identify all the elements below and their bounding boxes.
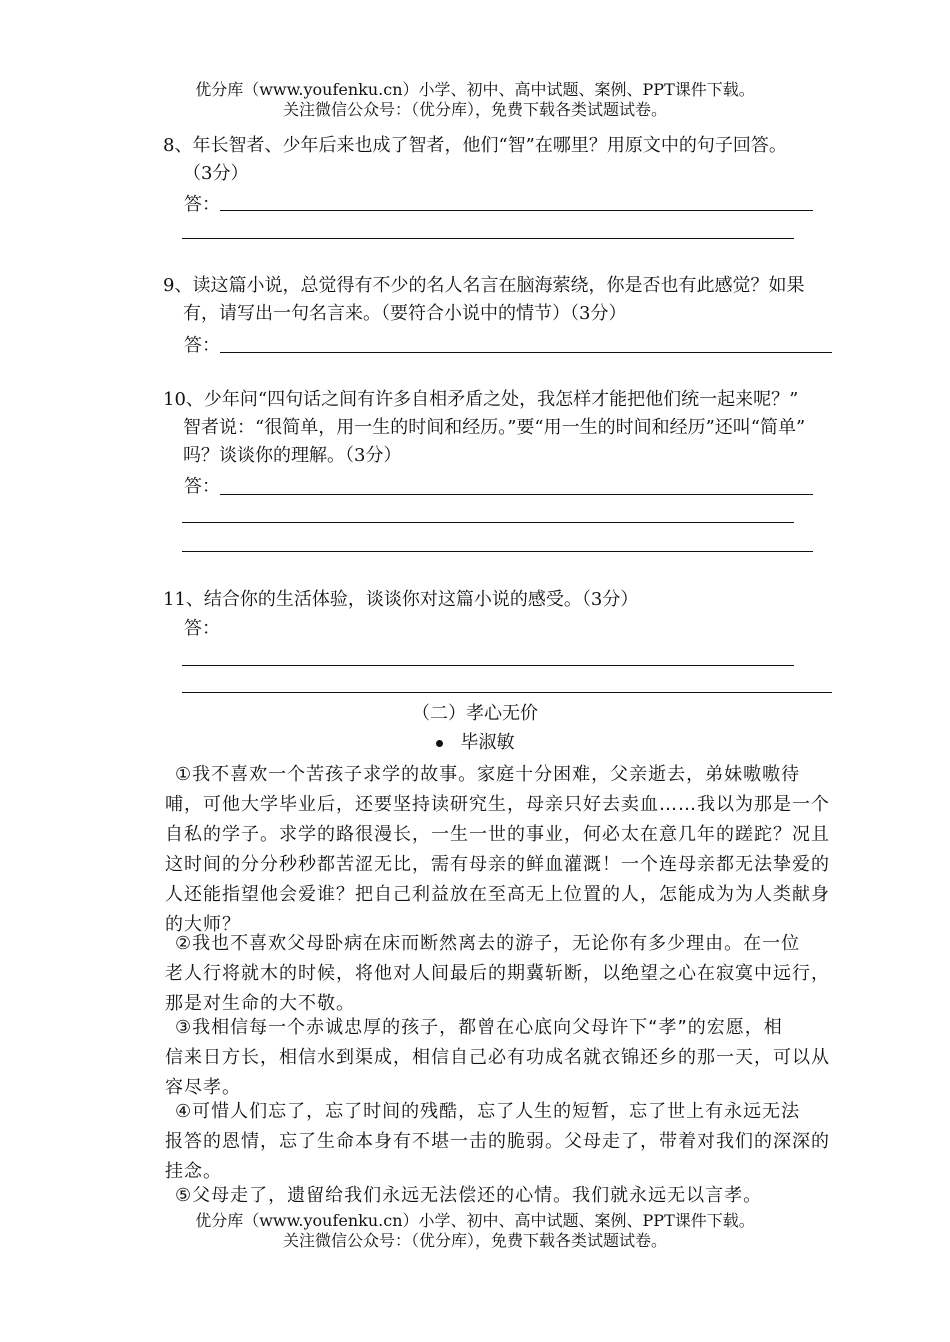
answer-line[interactable] <box>182 692 832 693</box>
question-11 <box>163 586 863 614</box>
paragraph-line: 容尽孝。 <box>165 1077 241 1098</box>
article-paragraph-4 <box>165 1097 847 1187</box>
header-line-2: 关注微信公众号：（优分库），免费下载各类试题试卷。 <box>282 100 667 119</box>
paragraph-line: 信来日方长，相信水到渠成，相信自己必有功成名就衣锦还乡的那一天，可以从 <box>165 1047 830 1068</box>
paragraph-line: 挂念。 <box>165 1161 222 1182</box>
paragraph-line: 的大师？ <box>165 914 241 935</box>
article-paragraph-5 <box>165 1181 847 1211</box>
paragraph-line: 那是对生命的大不敬。 <box>165 993 355 1014</box>
question-8 <box>163 132 863 188</box>
question-text-line: 智者说：“很简单，用一生的时间和经历。”要“用一生的时间和经历”还叫“简单” <box>183 417 806 438</box>
paragraph-line: ④可惜人们忘了，忘了时间的残酷，忘了人生的短暂，忘了世上有永远无法 <box>175 1101 801 1122</box>
paragraph-line: 报答的恩情，忘了生命本身有不堪一击的脆弱。父母走了，带着对我们的深深的 <box>165 1131 830 1152</box>
footer-line-1: 优分库（www.youfenku.cn）小学、初中、高中试题、案例、PPT课件下载。 <box>195 1211 755 1230</box>
question-9 <box>163 272 863 328</box>
paragraph-line: ①我不喜欢一个苦孩子求学的故事。家庭十分困难，父亲逝去，弟妹嗷嗷待 <box>175 764 801 785</box>
paragraph-line: 自私的学子。求学的路很漫长，一生一世的事业，何必太在意几年的蹉跎？况且 <box>165 824 830 845</box>
answer-line[interactable] <box>182 238 794 239</box>
answer-label: 答： <box>184 335 220 356</box>
answer-line[interactable] <box>182 522 794 523</box>
article-author-line <box>0 732 950 754</box>
article-paragraph-2 <box>165 929 847 1019</box>
question-text-line: 吗？谈谈你的理解。（3分） <box>183 445 402 466</box>
question-text-line: 有，请写出一句名言来。（要符合小说中的情节）（3分） <box>183 303 627 324</box>
paragraph-line: 老人行将就木的时候，将他对人间最后的期冀斩断，以绝望之心在寂寞中远行， <box>165 963 830 984</box>
question-text-line: 10、少年问“四句话之间有许多自相矛盾之处，我怎样才能把他们统一起来呢？” <box>163 389 799 410</box>
paragraph-line: 这时间的分分秒秒都苦涩无比，需有母亲的鲜血灌溉！一个连母亲都无法挚爱的 <box>165 854 830 875</box>
question-text-line: （3分） <box>183 163 249 184</box>
answer-line[interactable] <box>220 494 813 495</box>
question-text-line: 8、年长智者、少年后来也成了智者，他们“智”在哪里？用原文中的句子回答。 <box>163 135 787 156</box>
question-10 <box>163 386 863 470</box>
answer-line[interactable] <box>220 352 832 353</box>
paragraph-line: ②我也不喜欢父母卧病在床而断然离去的游子，无论你有多少理由。在一位 <box>175 933 801 954</box>
article-title: （二）孝心无价 <box>412 703 538 724</box>
header-line-1: 优分库（www.youfenku.cn）小学、初中、高中试题、案例、PPT课件下载。 <box>195 80 755 99</box>
answer-line[interactable] <box>182 665 794 666</box>
bullet-icon <box>436 740 443 747</box>
answer-label: 答： <box>184 194 220 215</box>
question-text-line: 9、读这篇小说，总觉得有不少的名人名言在脑海萦绕，你是否也有此感觉？如果 <box>163 275 805 296</box>
answer-line[interactable] <box>182 551 813 552</box>
paragraph-line: 人还能指望他会爱谁？把自己利益放在至高无上位置的人，怎能成为为人类献身 <box>165 884 830 905</box>
question-text-line: 11、结合你的生活体验，谈谈你对这篇小说的感受。（3分） <box>163 589 639 610</box>
answer-label: 答： <box>184 618 220 639</box>
answer-line[interactable] <box>220 210 813 211</box>
article-paragraph-3 <box>165 1013 847 1103</box>
footer-line-2: 关注微信公众号：（优分库），免费下载各类试题试卷。 <box>282 1231 667 1250</box>
article-paragraph-1 <box>165 760 847 940</box>
paragraph-line: 哺，可他大学毕业后，还要坚持读研究生，母亲只好去卖血……我以为那是一个 <box>165 794 830 815</box>
answer-label: 答： <box>184 476 220 497</box>
article-author: 毕淑敏 <box>460 732 515 753</box>
paragraph-line: ③我相信每一个赤诚忠厚的孩子，都曾在心底向父母许下“孝”的宏愿，相 <box>175 1017 783 1038</box>
paragraph-line: ⑤父母走了，遗留给我们永远无法偿还的心情。我们就永远无以言孝。 <box>175 1185 763 1206</box>
